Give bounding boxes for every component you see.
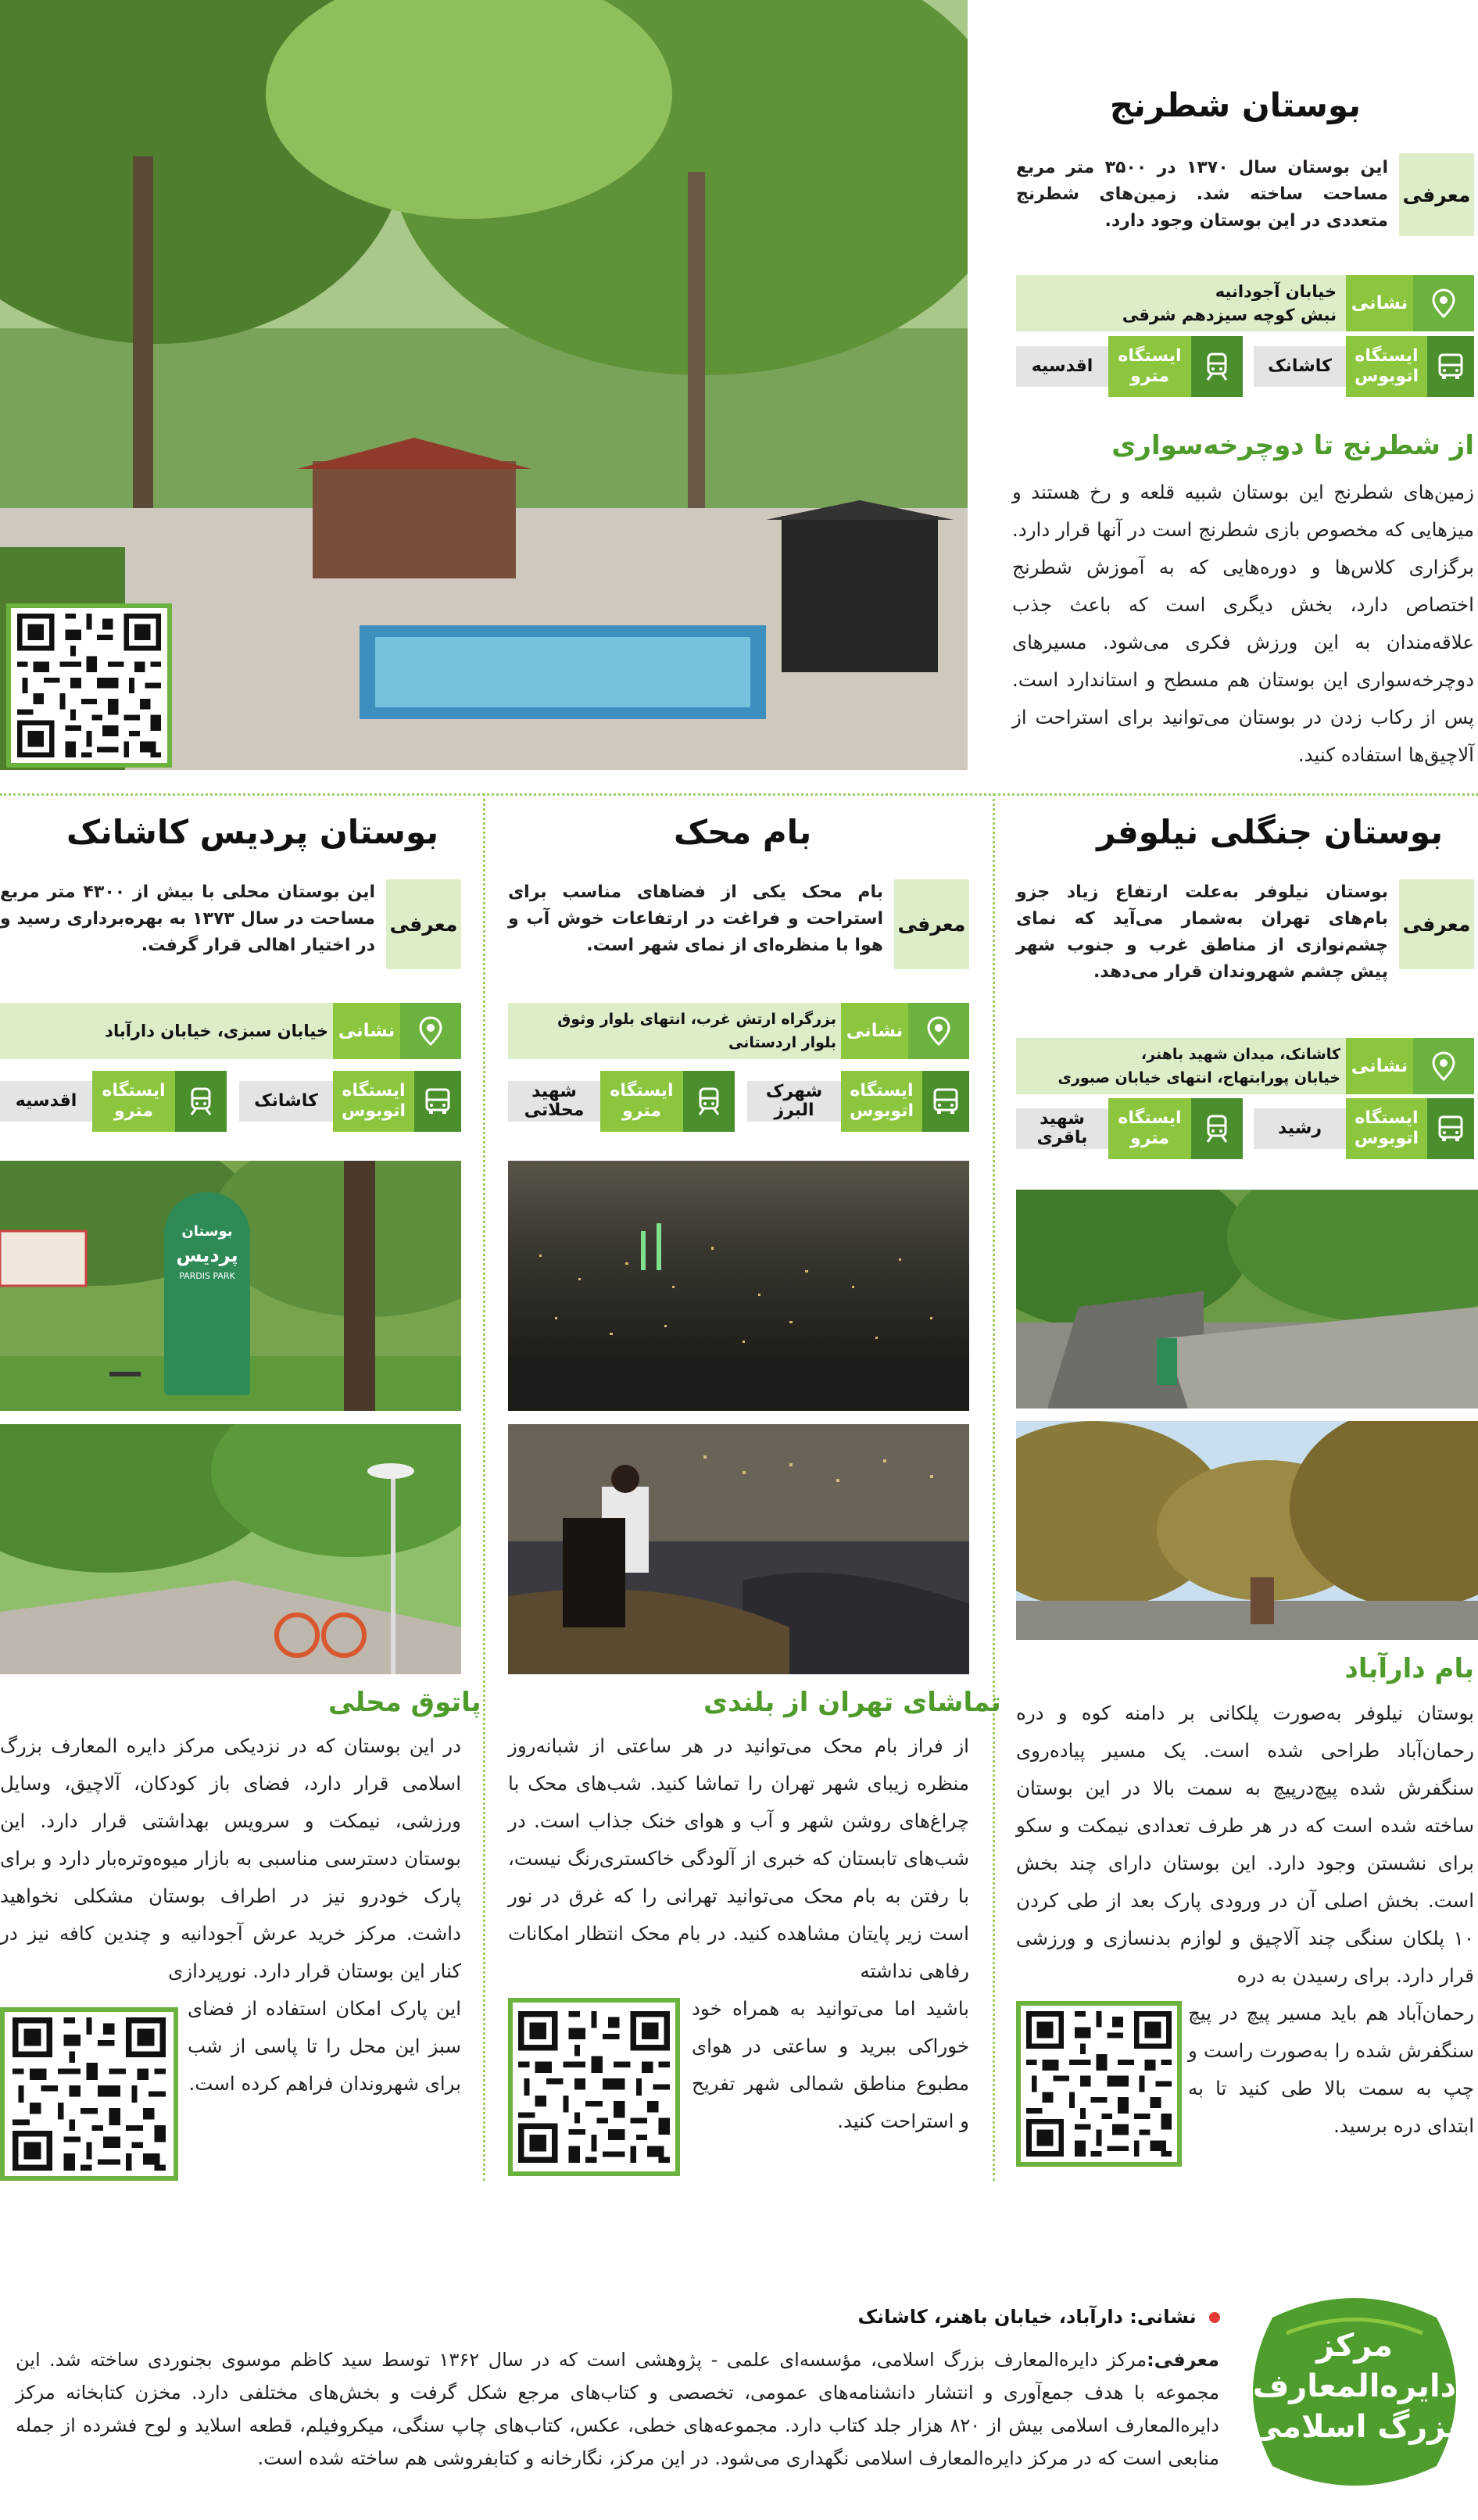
bam-title: بام محک bbox=[674, 813, 812, 851]
shatranj-intro-label: معرفی bbox=[1399, 153, 1474, 236]
train-icon bbox=[1191, 336, 1243, 397]
center-intro: معرفی:مرکز دایره‌المعارف بزرگ اسلامی، مؤسسه‌ای علمی - پژوهشی است که در سال ۱۳۶۲ توسط سید کاظم موسوی بجنوردی ساخته شد. این مجموعه با هدف جمع‌آوری و انتشار دانشنامه‌های عمومی، تخصصی و کتاب‌های مرجع شکل گرفت و بخش‌های مختلفی دارد. مخزن کتابخانه مرکز دایره‌المعارف اسلامی بیش از ۸۲۰ هزار جلد کتاب دارد. مجموعه‌های خطی، عکس، کتاب‌های چاپ سنگی، میکروفیلم، قطعه اسلاید و لوح فشرده از جمله منابعی است که در مرکز دایره‌المعارف اسلامی نگهداری می‌شود. در این مرکز، نگارخانه و کتابفروشی هم ساخته شده است. bbox=[16, 2349, 1219, 2469]
pardis-title: بوستان پردیس کاشانک bbox=[66, 813, 439, 851]
qr-code-niloufar[interactable] bbox=[1016, 2001, 1182, 2167]
niloufar-address: کاشانک، میدان شهید باهنر، خیابان پورابتهاج، انتهای خیابان صبوری bbox=[1058, 1046, 1340, 1086]
niloufar-intro-label: معرفی bbox=[1399, 879, 1474, 969]
shatranj-bus: ایستگاه اتوبوس کاشانک bbox=[1251, 336, 1474, 397]
shatranj-intro-text: این بوستان سال ۱۳۷۰ در ۳۵۰۰ متر مربع مساحت ساخته شد. زمین‌های شطرنج متعددی در این بوستان وجود دارد. bbox=[1016, 158, 1388, 231]
qr-code-bam[interactable] bbox=[508, 1998, 680, 2176]
train-icon bbox=[683, 1071, 735, 1132]
niloufar-metro: ایستگاه مترو شهید باقری bbox=[1016, 1098, 1243, 1159]
bam-body: از فراز بام محک می‌توانید در هر ساعتی از شبانه‌روز منظره زیبای شهر تهران را تماشا کنید. شب‌های محک با چراغ‌های روشن شهر و آب و هوای خنک جذاب است. در شب‌های تابستان که خبری از آلودگی خاکستری‌رنگ نیست، با رفتن به بام محک می‌توانید تهرانی را که غرق در نور است زیر پایتان مشاهده کنید. در بام محک انتظار امکانات رفاهی نداشته bbox=[508, 1734, 969, 1982]
bam-address: بزرگراه ارتش غرب، انتهای بلوار وثوق بلوار اردستانی bbox=[557, 1011, 836, 1051]
bullet-dot-icon bbox=[1209, 2312, 1220, 2323]
shatranj-address: خیابان آجودانیه نبش کوچه سیزدهم شرقی bbox=[1122, 282, 1337, 324]
pardis-intro-text: این بوستان محلی با بیش از ۴۳۰۰ متر مربع مساحت در سال ۱۳۷۳ به بهره‌برداری رسید و در اختیار اهالی قرار گرفت. bbox=[0, 882, 376, 955]
niloufar-address-label: نشانی bbox=[1346, 1038, 1413, 1094]
center-address: نشانی: دارآباد، خیابان باهنر، کاشانک bbox=[858, 2306, 1220, 2328]
location-pin-icon bbox=[400, 1003, 461, 1059]
shatranj-metro-station: اقدسیه bbox=[1016, 346, 1108, 387]
column-divider bbox=[993, 793, 995, 2181]
qr-code-shatranj[interactable] bbox=[6, 603, 172, 768]
pardis-subtitle: پاتوق محلی bbox=[328, 1687, 481, 1718]
niloufar-body-continued: رحمان‌آباد هم باید مسیر پیچ در پیچ سنگفرش شده را به‌صورت راست و چپ به سمت بالا طی کنید تا به ابتدای دره برسید. bbox=[1188, 2002, 1474, 2137]
train-icon bbox=[1191, 1098, 1243, 1159]
bam-address-label: نشانی bbox=[841, 1003, 908, 1059]
pardis-photo-path bbox=[0, 1424, 461, 1674]
pardis-metro-station: اقدسیه bbox=[0, 1081, 92, 1122]
train-icon bbox=[175, 1071, 227, 1132]
bam-intro-label: معرفی bbox=[894, 879, 969, 969]
pardis-body: در این بوستان که در نزدیکی مرکز دایره المعارف بزرگ اسلامی قرار دارد، فضای باز کودکان، آلاچیق، وسایل ورزشی، نیمکت و سرویس بهداشتی قرار دارد. این بوستان دسترسی مناسبی به بازار میوه‌وتره‌بار دارد و برای پارک خودرو نیز در اطراف بوستان مشکلی نخواهید داشت. مرکز خرید عرش آجودانیه و چندین کافه نیز در کنار این بوستان قرار دارد. نورپردازی bbox=[0, 1734, 461, 1982]
pardis-metro: ایستگاه مترو اقدسیه bbox=[0, 1071, 227, 1132]
location-pin-icon bbox=[908, 1003, 969, 1059]
center-badge-title: مرکز دایره‌المعارف بزرگ اسلامی bbox=[1250, 2328, 1459, 2445]
bam-bus: ایستگاه اتوبوس شهرک البرز bbox=[743, 1071, 969, 1132]
bam-photo-couple bbox=[508, 1424, 969, 1674]
bus-icon bbox=[922, 1071, 969, 1132]
niloufar-bus-station: رشید bbox=[1254, 1108, 1346, 1149]
pardis-sign: بوستان پردیس PARDIS PARK bbox=[164, 1192, 250, 1395]
shatranj-metro: ایستگاه مترو اقدسیه bbox=[1016, 336, 1243, 397]
shatranj-bus-station: کاشانک bbox=[1254, 346, 1346, 387]
shatranj-address-label: نشانی bbox=[1346, 275, 1413, 331]
location-pin-icon bbox=[1413, 1038, 1474, 1094]
niloufar-intro-text: بوستان نیلوفر به‌علت ارتفاع زیاد جزو بام‌های تهران به‌شمار می‌آید که نمای چشم‌نوازی از مناطق غرب و جنوب شهر پیش چشم شهروندان قرار می‌دهد. bbox=[1016, 882, 1388, 982]
bus-icon bbox=[1427, 336, 1474, 397]
pardis-bus: ایستگاه اتوبوس کاشانک bbox=[234, 1071, 461, 1132]
niloufar-photo-1 bbox=[1016, 1190, 1478, 1409]
bam-metro: ایستگاه مترو شهید محلاتی bbox=[508, 1071, 735, 1132]
niloufar-title: بوستان جنگلی نیلوفر bbox=[1097, 813, 1443, 851]
center-badge bbox=[1241, 2286, 1468, 2497]
bam-body-continued: باشید اما می‌توانید به همراه خود خوراکی ببرید و ساعتی در هوای مطبوع مناطق شمالی شهر تفریح و استراحت کنید. bbox=[692, 1997, 969, 2132]
niloufar-bus: ایستگاه اتوبوس رشید bbox=[1251, 1098, 1474, 1159]
shatranj-body: زمین‌های شطرنج این بوستان شبیه قلعه و رخ هستند و میزهایی که مخصوص بازی شطرنج است در آنها قرار دارد. برگزاری کلاس‌ها و دوره‌هایی که به آموزش شطرنج اختصاص دارد، بخش دیگری است که باعث جذب علاقه‌مندان به این ورزش فکری می‌شود. مسیرهای دوچرخه‌سواری این بوستان هم مسطح و استاندارد است. پس از رکاب زدن در بوستان می‌توانید برای استراحت از آلاچیق‌ها استفاده کنید. bbox=[1012, 481, 1474, 766]
bam-metro-station: شهید محلاتی bbox=[508, 1081, 600, 1122]
pardis-photo-sign bbox=[0, 1161, 461, 1411]
pardis-address-label: نشانی bbox=[333, 1003, 400, 1059]
niloufar-metro-station: شهید باقری bbox=[1016, 1108, 1108, 1149]
shatranj-subtitle: از شطرنج تا دوچرخه‌سواری bbox=[1111, 430, 1474, 461]
bus-icon bbox=[414, 1071, 461, 1132]
bam-subtitle: تماشای تهران از بلندی bbox=[703, 1687, 1001, 1718]
bus-icon bbox=[1427, 1098, 1474, 1159]
column-divider bbox=[483, 793, 485, 2181]
qr-code-pardis[interactable] bbox=[0, 2007, 178, 2181]
shatranj-title: بوستان شطرنج bbox=[1109, 86, 1361, 124]
niloufar-subtitle: بام دارآباد bbox=[1344, 1653, 1474, 1684]
bam-bus-station: شهرک البرز bbox=[747, 1081, 841, 1122]
pardis-intro-label: معرفی bbox=[386, 879, 461, 969]
location-pin-icon bbox=[1413, 275, 1474, 331]
pardis-bus-station: کاشانک bbox=[239, 1081, 333, 1122]
bam-photo-city-night bbox=[508, 1161, 969, 1411]
section-divider bbox=[0, 793, 1478, 796]
pardis-body-continued: این پارک امکان استفاده از فضای سبز این محل را تا پاسی از شب برای شهروندان فراهم کرده است. bbox=[188, 1997, 461, 2095]
bam-intro-text: بام محک یکی از فضاهای مناسب برای استراحت و فراغت در ارتفاعات خوش آب و هوا با منظره‌ای از نمای شهر است. bbox=[508, 882, 883, 955]
niloufar-body: بوستان نیلوفر به‌صورت پلکانی بر دامنه کوه و دره رحمان‌آباد طراحی شده است. یک مسیر پیاده‌روی سنگفرش شده پیچ‌در‌پیچ به سمت بالا در این بوستان ساخته شده است که در هر طرف تعدادی نیمکت و سکو برای نشستن وجود دارد. این بوستان دارای چند بخش است. بخش اصلی آن در ورودی پارک بعد از طی کردن ۱۰ پلکان سنگی چند آلاچیق و لوازم بدنسازی و ورزشی قرار دارد. برای رسیدن به دره bbox=[1016, 1702, 1474, 1987]
niloufar-photo-2 bbox=[1016, 1421, 1478, 1640]
pardis-address: خیابان سبزی، خیابان دارآباد bbox=[105, 1022, 328, 1040]
